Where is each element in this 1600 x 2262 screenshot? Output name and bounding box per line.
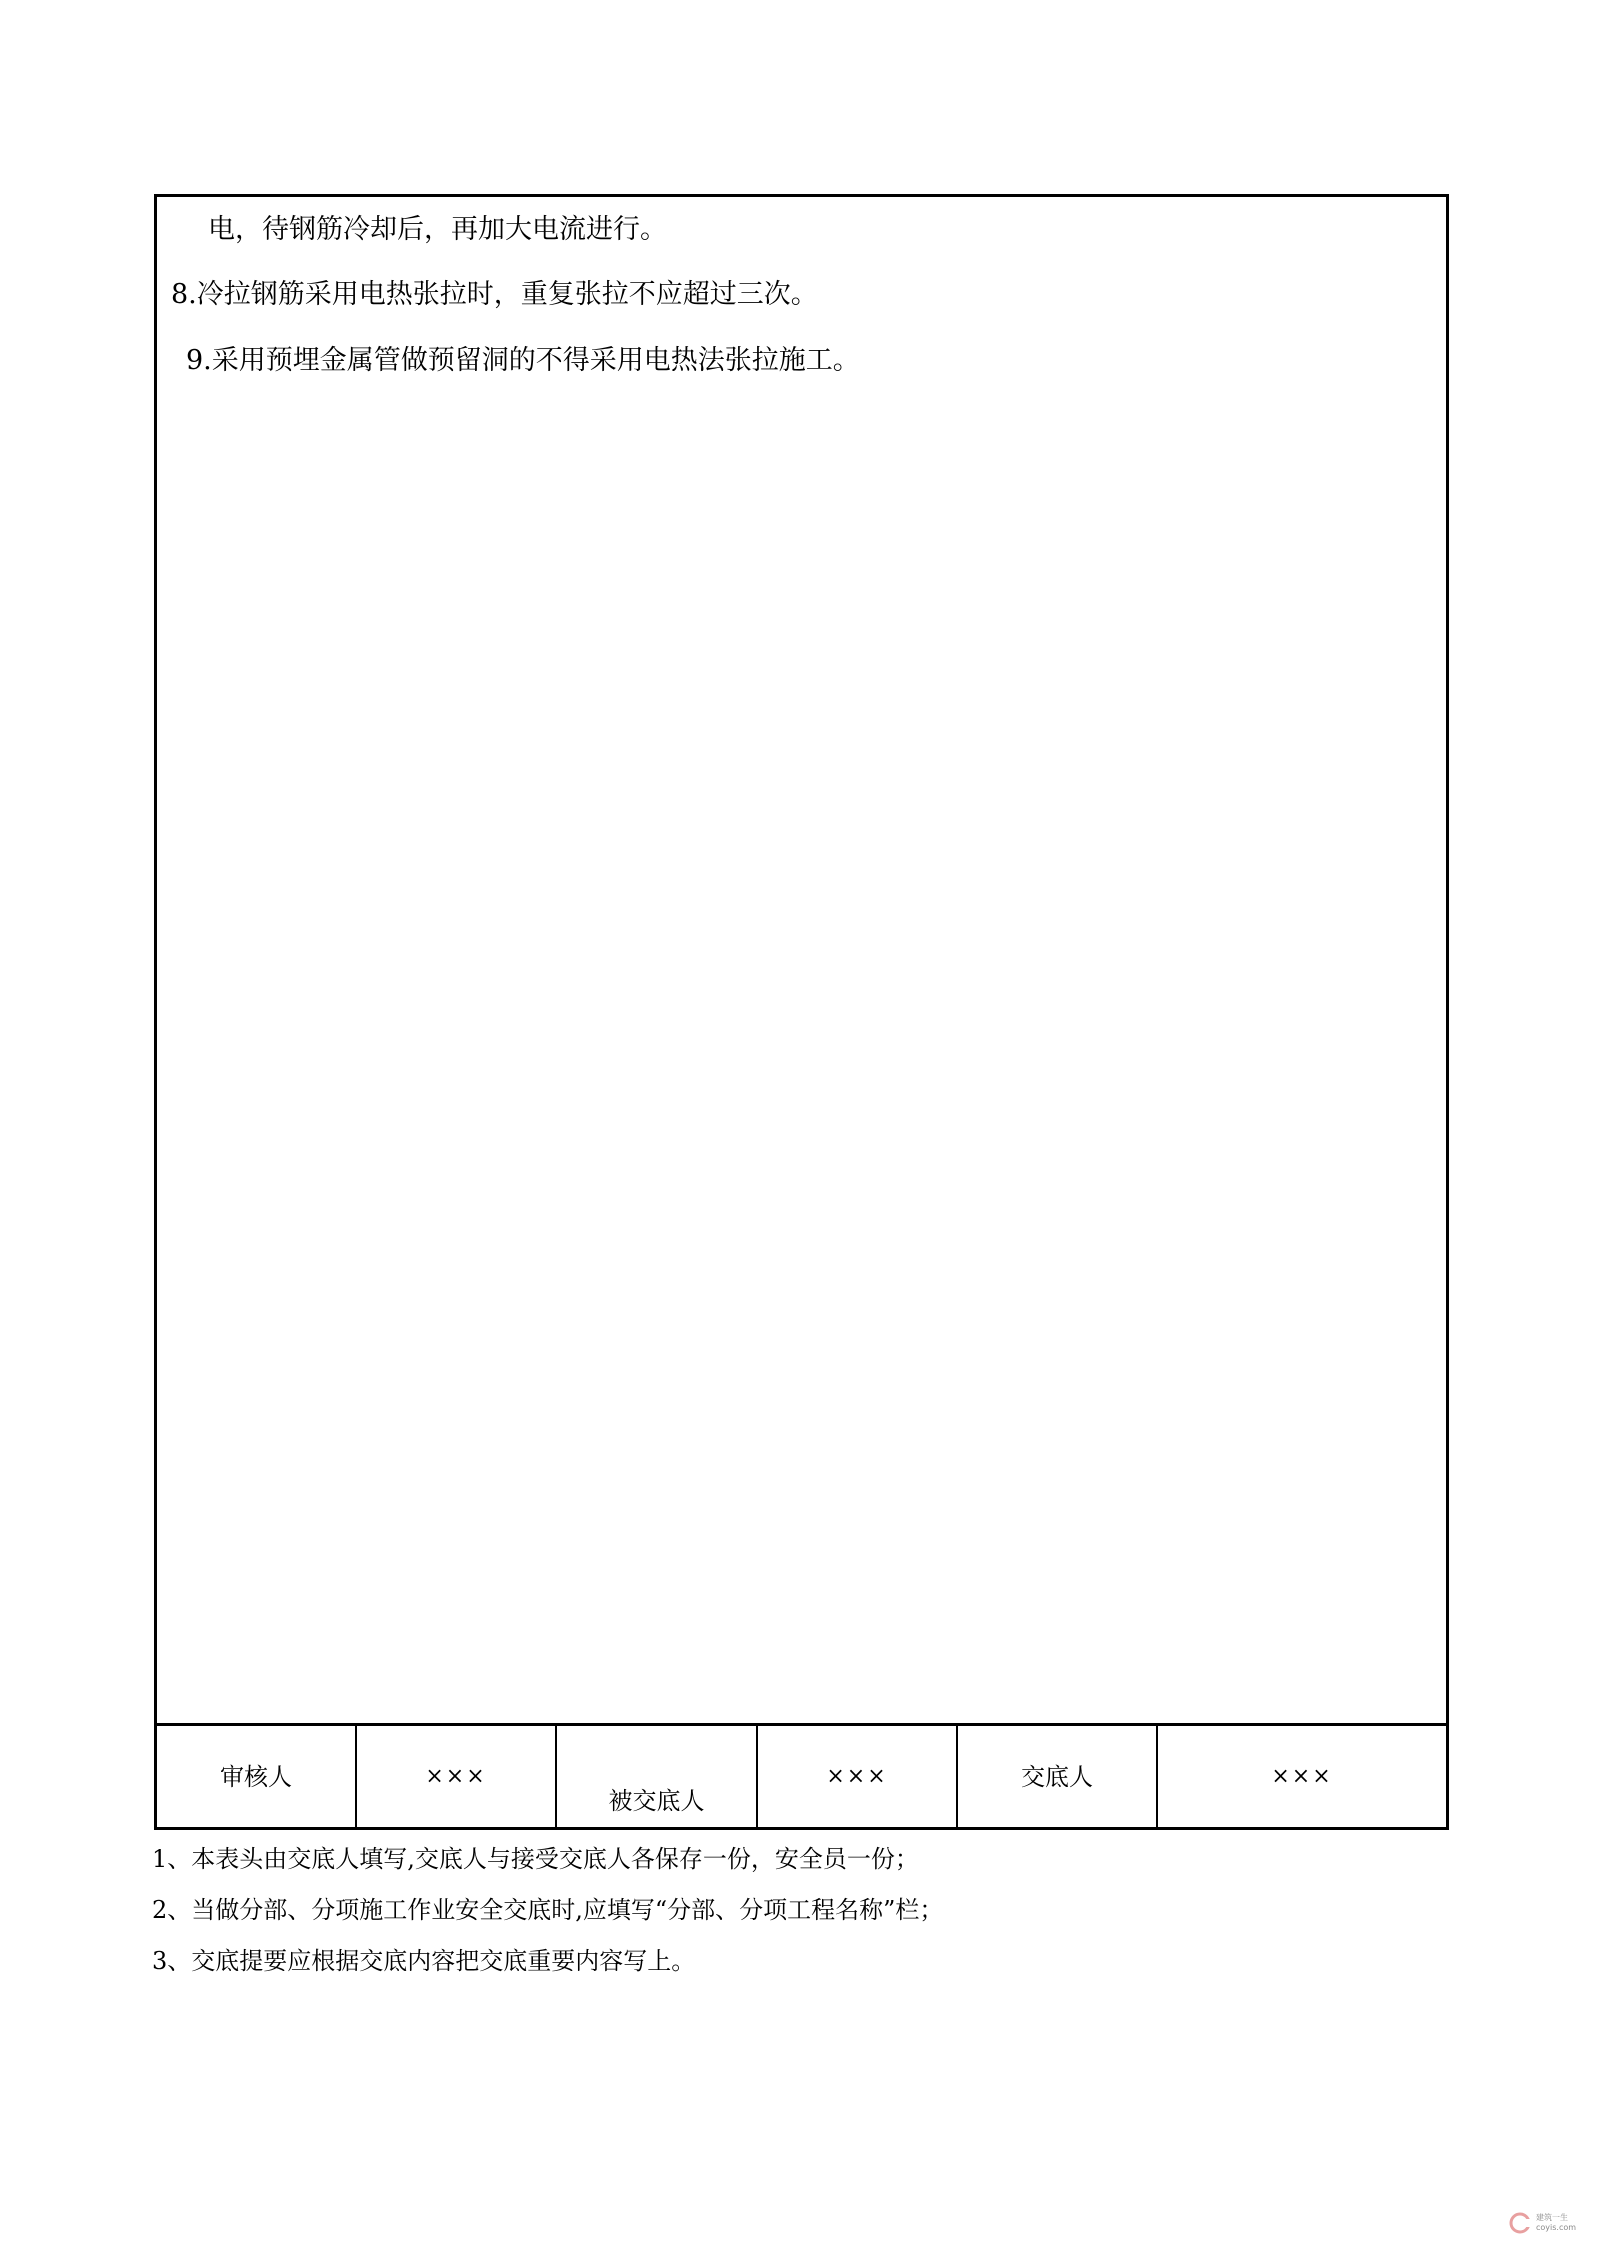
signature-row	[157, 1723, 1446, 1827]
note-1: 1、本表头由交底人填写,交底人与接受交底人各保存一份，安全员一份；	[152, 1845, 919, 1873]
watermark-text	[1536, 2213, 1576, 2233]
reviewer-label: 审核人	[220, 1763, 292, 1791]
content-line-3: 9.采用预埋金属管做预留洞的不得采用电热法张拉施工。	[186, 345, 860, 376]
presenter-value-cell	[1158, 1726, 1446, 1827]
presenter-value: ×××	[1271, 1764, 1333, 1789]
site-watermark	[1508, 2207, 1578, 2247]
content-line-2: 8.冷拉钢筋采用电热张拉时，重复张拉不应超过三次。	[171, 279, 818, 310]
reviewer-value-cell	[357, 1726, 557, 1827]
presenter-label: 交底人	[1021, 1763, 1093, 1791]
recipient-label: 被交底人	[608, 1787, 705, 1815]
note-3: 3、交底提要应根据交底内容把交底重要内容写上。	[152, 1947, 696, 1975]
watermark-line-2: coyis.com	[1536, 2223, 1577, 2232]
recipient-value-cell	[758, 1726, 958, 1827]
reviewer-value: ×××	[425, 1764, 487, 1789]
safety-briefing-form	[154, 194, 1449, 1830]
watermark-line-1: 建筑一生	[1536, 2213, 1568, 2222]
reviewer-label-cell	[157, 1726, 357, 1827]
recipient-value: ×××	[826, 1764, 888, 1789]
note-2: 2、当做分部、分项施工作业安全交底时,应填写“分部、分项工程名称”栏；	[152, 1896, 944, 1924]
briefing-content-area	[157, 197, 1446, 1724]
content-line-1: 电，待钢筋冷却后，再加大电流进行。	[208, 214, 667, 245]
recipient-label-cell	[557, 1726, 758, 1827]
watermark-logo-icon	[1508, 2211, 1532, 2235]
presenter-label-cell	[958, 1726, 1158, 1827]
